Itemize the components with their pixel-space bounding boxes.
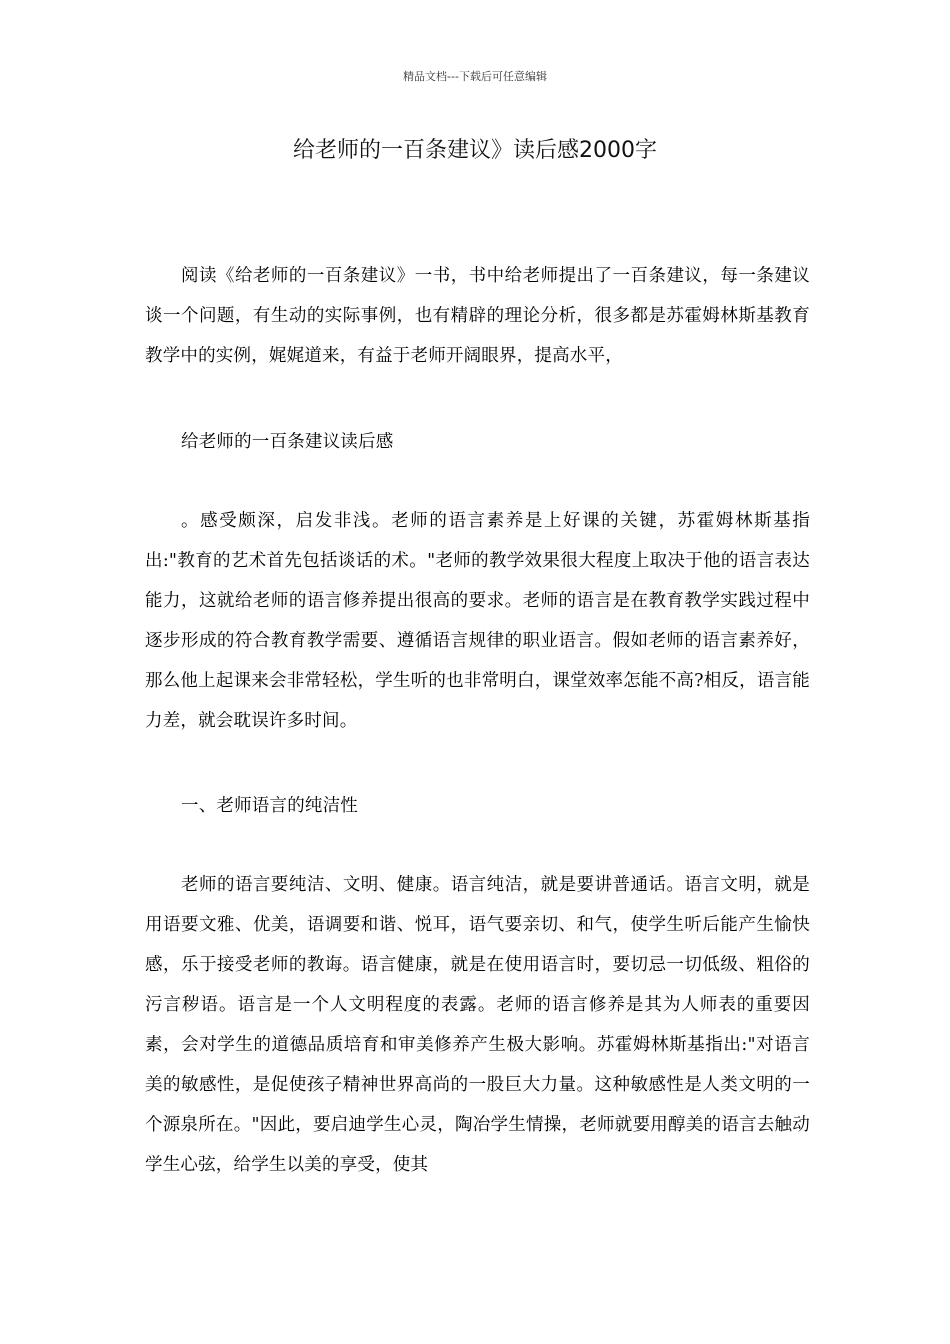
document-title: 给老师的一百条建议》读后感2000字 <box>293 138 657 163</box>
section-heading <box>145 786 810 826</box>
paragraph-text: 老师的语言要纯洁、文明、健康。语言纯洁，就是要讲普通话。语言文明，就是用语要文雅、优美，语调要和谐、悦耳，语气要亲切、和气，使学生听后能产生愉快感，乐于接受老师的教诲。语言健康，就是在使用语言时，要切忌一切低级、粗俗的污言秽语。语言是一个人文明程度的表露。老师的语言修养是其为人师表的重要因素，会对学生的道德品质培育和审美修养产生极大影响。苏霍姆林斯基指出:"对语言美的敏感性，是促使孩子精神世界高尚的一股巨大力量。这种敏感性是人类文明的一个源泉所在。"因此，要启迪学生心灵，陶冶学生情操，老师就要用醇美的语言去触动学生心弦，给学生以美的享受，使其 <box>145 875 810 1175</box>
page-header: 精品文档---下载后可任意编辑 <box>403 70 547 83</box>
paragraph-reflection <box>145 501 810 741</box>
section-heading-text: 一、老师语言的纯洁性 <box>181 796 358 816</box>
paragraph-text: 阅读《给老师的一百条建议》一书，书中给老师提出了一百条建议，每一条建议谈一个问题，有生动的实际事例，也有精辟的理论分析，很多都是苏霍姆林斯基教育教学中的实例，娓娓道来，有益于老师开阔眼界，提高水平， <box>145 266 810 366</box>
paragraph-intro <box>145 256 810 376</box>
paragraph-text: 。感受颇深，启发非浅。老师的语言素养是上好课的关键，苏霍姆林斯基指出:"教育的艺术首先包括谈话的术。"老师的教学效果很大程度上取决于他的语言表达能力，这就给老师的语言修养提出很高的要求。老师的语言是在教育教学实践过程中逐步形成的符合教育教学需要、遵循语言规律的职业语言。假如老师的语言素养好，那么他上起课来会非常轻松，学生听的也非常明白，课堂效率怎能不高?相反，语言能力差，就会耽误许多时间。 <box>145 511 810 731</box>
paragraph-text: 给老师的一百条建议读后感 <box>181 432 394 452</box>
paragraph-subtitle <box>145 422 810 462</box>
paragraph-purity <box>145 865 810 1185</box>
